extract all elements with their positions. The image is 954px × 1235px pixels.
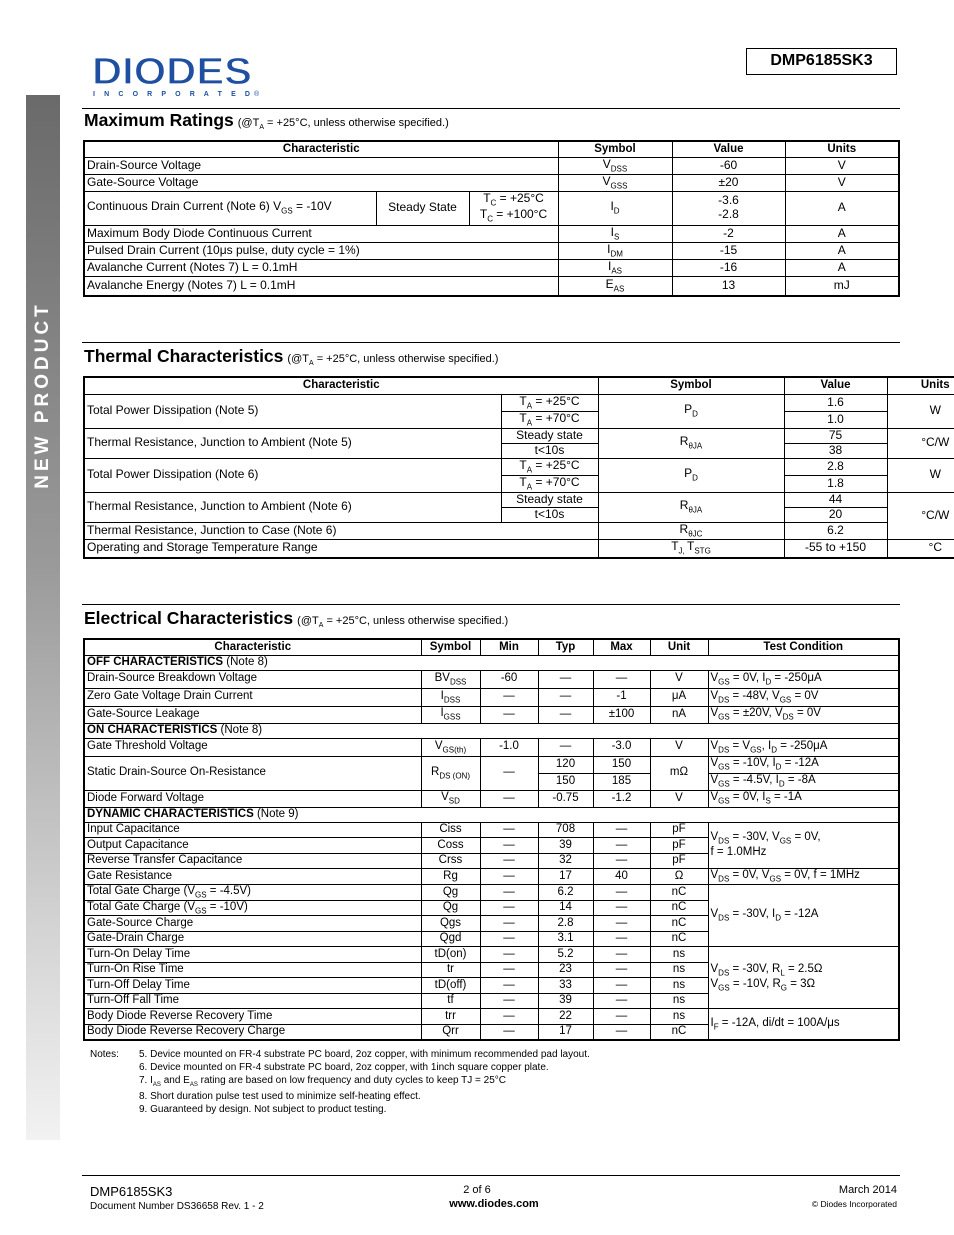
table-row: Gate Threshold Voltage $V_{GS(th)}$ -1.0 — -3.0 V $V_{DS} = V_{GS}$, $I_D = -250\mu A$ (84, 738, 899, 756)
diodes-logo (90, 52, 265, 98)
section-rule (82, 604, 900, 605)
table-row: Drain-Source Breakdown Voltage $BV_{DSS}$ -60 — — V $V_{GS} = 0V$, $I_D = -250\mu A$ (84, 670, 899, 688)
note-7: 7. $I_{AS}$ and $E_{AS}$ rating are based on low frequency and duty cycles to keep TJ = 25°C (139, 1074, 507, 1088)
table-row: $T_A = +70^\circ C$ 1.0 (84, 411, 954, 428)
notes-label: Notes: (90, 1049, 119, 1060)
thermal-title: Thermal Characteristics (84, 346, 284, 366)
table-header-row: Characteristic Symbol Value Units (84, 141, 899, 157)
max-ratings-table (83, 140, 900, 297)
table-row: Zero Gate Voltage Drain Current $I_{DSS}$ — — -1 μA $V_{DS} = -48V$, $V_{GS} = 0V$ (84, 688, 899, 706)
table-row: Reverse Transfer Capacitance Crss — 32 — pF (84, 853, 899, 869)
table-row: Total Power Dissipation (Note 6) $T_A = +25^\circ C$ $P_D$ 2.8 W (84, 458, 954, 475)
logo-wordmark: DIODES (92, 52, 252, 93)
max-ratings-condition: ($@T_A = +25^\circ C$, unless otherwise specified.) (237, 117, 449, 132)
table-row: t<10s 38 (84, 443, 954, 458)
table-row: Gate-Source Charge Qgs — 2.8 — nC (84, 916, 899, 932)
note-8: 8. Short duration pulse test used to minimize self-heating effect. (139, 1091, 421, 1103)
max-ratings-title: Maximum Ratings (84, 110, 234, 130)
logo-registered-mark: ® (254, 91, 260, 98)
table-row: 150 185 $V_{GS} = -4.5V$, $I_D = -8A$ (84, 773, 899, 790)
table-row: Turn-On Rise Time tr — 23 — ns (84, 962, 899, 978)
table-row: Gate-Source Voltage $V_{GSS}$ ±20 V (84, 174, 899, 191)
footer-part-number: DMP6185SK3 (90, 1184, 173, 1199)
table-row: Turn-On Delay Time tD(on) — 5.2 — ns $V_{DS} = -30V$, $R_L = 2.5\Omega$ $V_{GS} = -10V$, $R_G = 3\Omega$ (84, 947, 899, 963)
table-row: Gate-Source Leakage $I_{GSS}$ — — ±100 nA $V_{GS} = \pm 20V$, $V_{DS} = 0V$ (84, 706, 899, 723)
note-5: 5. Device mounted on FR-4 substrate PC board, 2oz copper, with minimum recommended pad layout. (139, 1049, 590, 1060)
table-row: Total Power Dissipation (Note 5) $T_A = +25^\circ C$ $P_D$ 1.6 W (84, 394, 954, 411)
thermal-table (83, 376, 954, 559)
table-row: Continuous Drain Current (Note 6) $V_{GS} = -10V$ Steady State $T_C = +25^\circ C$ $T_C = +100^\circ C$ $I_D$ -3.6 -2.8 A (84, 191, 899, 225)
logo-tagline: I N C O R P O R A T E D (93, 91, 250, 98)
table-header-row: Characteristic Symbol Min Typ Max Unit Test Condition (84, 639, 899, 655)
table-row: Pulsed Drain Current (10μs pulse, duty cycle = 1%) $I_{DM}$ -15 A (84, 242, 899, 259)
table-row: Body Diode Reverse Recovery Charge Qrr — 17 — nC (84, 1024, 899, 1040)
table-row: Avalanche Current (Notes 7) L = 0.1mH $I_{AS}$ -16 A (84, 259, 899, 276)
electrical-title: Electrical Characteristics (84, 608, 294, 628)
table-row: Static Drain-Source On-Resistance $R_{DS (ON)}$ — 120 150 mΩ $V_{GS} = -10V$, $I_D = -12A$ (84, 756, 899, 773)
note-9: 9. Guaranteed by design. Not subject to product testing. (139, 1104, 387, 1116)
table-row: Input Capacitance Ciss — 708 — pF $V_{DS} = -30V$, $V_{GS} = 0V$, f = 1.0MHz (84, 822, 899, 838)
electrical-condition: ($@T_A = +25^\circ C$, unless otherwise specified.) (297, 615, 509, 630)
notes-list (139, 1049, 590, 1117)
footer-copyright: © Diodes Incorporated (811, 1199, 897, 1209)
table-row: Body Diode Reverse Recovery Time trr — 22 — ns $I_F = -12A$, di/dt = 100A/μs (84, 1009, 899, 1025)
footer-rule (82, 1175, 900, 1176)
table-row: Total Gate Charge $(V_{GS} = -10V)$ Qg — 14 — nC (84, 900, 899, 916)
footer-page-number: 2 of 6 (463, 1184, 491, 1196)
table-row: Avalanche Energy (Notes 7) L = 0.1mH $E_{AS}$ 13 mJ (84, 276, 899, 296)
header-rule (82, 108, 900, 109)
footer-document-number: Document Number DS36658 Rev. 1 - 2 (90, 1201, 264, 1212)
max-ratings-heading (84, 110, 449, 131)
note-6: 6. Device mounted on FR-4 substrate PC board, 2oz copper, with 1inch square copper plate. (139, 1061, 549, 1073)
thermal-condition: ($@T_A = +25^\circ C$, unless otherwise specified.) (287, 353, 499, 368)
table-row: Thermal Resistance, Junction to Ambient (Note 5) Steady state $R_{\theta JA}$ 75 °C/W (84, 428, 954, 443)
section-row-dynamic: DYNAMIC CHARACTERISTICS (Note 9) (84, 807, 899, 822)
footer-date: March 2014 (838, 1184, 897, 1196)
table-row: Thermal Resistance, Junction to Case (Note 6) $R_{\theta JC}$ 6.2 (84, 522, 954, 539)
table-row: Turn-Off Fall Time tf — 39 — ns (84, 993, 899, 1009)
table-row: Thermal Resistance, Junction to Ambient (Note 6) Steady state $R_{\theta JA}$ 44 °C/W (84, 492, 954, 507)
table-row: Gate Resistance Rg — 17 40 Ω $V_{DS} = 0V$, $V_{GS} = 0V$, f = 1MHz (84, 869, 899, 885)
part-number-box: DMP6185SK3 (746, 48, 897, 75)
side-banner (26, 95, 60, 1140)
footer-website-link[interactable]: www.diodes.com (449, 1198, 539, 1210)
table-row: Maximum Body Diode Continuous Current $I_S$ -2 A (84, 225, 899, 242)
table-row: Total Gate Charge $(V_{GS} = -4.5V)$ Qg — 6.2 — nC $V_{DS} = -30V$, $I_D = -12A$ (84, 885, 899, 901)
table-row: Operating and Storage Temperature Range $T_{J,}$ $T_{STG}$ -55 to +150 °C (84, 539, 954, 558)
table-row: Turn-Off Delay Time tD(off) — 33 — ns (84, 978, 899, 994)
section-row-on: ON CHARACTERISTICS (Note 8) (84, 723, 899, 738)
section-row-off: OFF CHARACTERISTICS (Note 8) (84, 655, 899, 670)
table-row: Output Capacitance Coss — 39 — pF (84, 838, 899, 854)
section-rule (82, 342, 900, 343)
electrical-table (83, 638, 900, 1041)
electrical-heading (84, 608, 508, 629)
table-row: $T_A = +70^\circ C$ 1.8 (84, 475, 954, 492)
table-row: Drain-Source Voltage $V_{DSS}$ -60 V (84, 157, 899, 174)
table-row: Diode Forward Voltage $V_{SD}$ — -0.75 -1.2 V $V_{GS} = 0V$, $I_S = -1A$ (84, 790, 899, 807)
thermal-heading (84, 346, 498, 367)
table-row: Gate-Drain Charge Qgd — 3.1 — nC (84, 931, 899, 947)
side-banner-text: NEW PRODUCT (32, 301, 53, 489)
table-header-row: Characteristic Symbol Value Units (84, 377, 954, 394)
table-row: t<10s 20 (84, 507, 954, 522)
